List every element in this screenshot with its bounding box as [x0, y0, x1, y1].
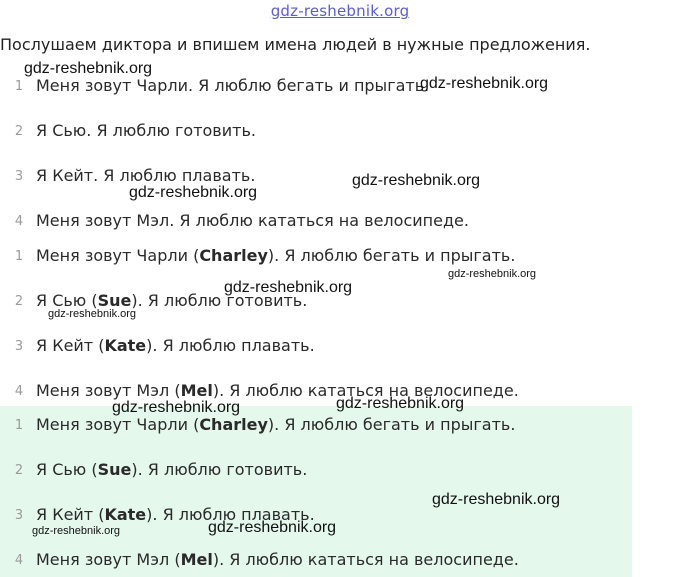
person-name: Sue: [97, 291, 132, 310]
watermark: gdz-reshebnik.org: [48, 308, 137, 320]
person-name: Charley: [199, 246, 268, 265]
person-name: Mel: [180, 550, 213, 569]
item-sentence: Я Кейт (Kate). Я люблю плавать.: [36, 505, 315, 524]
item-number: 3: [14, 508, 24, 523]
item-number: 2: [14, 294, 24, 309]
item-number: 1: [14, 79, 24, 94]
person-name: Kate: [104, 505, 147, 524]
item-number: 1: [14, 418, 24, 433]
item-number: 2: [14, 124, 24, 139]
person-name: Mel: [180, 381, 213, 400]
item-sentence: Я Кейт (Kate). Я люблю плавать.: [36, 336, 315, 355]
person-name: Sue: [97, 460, 132, 479]
watermark: gdz-reshebnik.org: [336, 395, 465, 412]
site-header-link[interactable]: gdz-reshebnik.org: [270, 2, 410, 20]
watermark: gdz-reshebnik.org: [224, 279, 353, 296]
person-name: Kate: [104, 336, 147, 355]
item-sentence: Меня зовут Чарли (Charley). Я люблю бегать и прыгать.: [36, 415, 516, 434]
watermark: gdz-reshebnik.org: [24, 60, 153, 77]
item-number: 4: [14, 553, 24, 568]
item-sentence: Я Сью (Sue). Я люблю готовить.: [36, 291, 308, 310]
watermark: gdz-reshebnik.org: [112, 399, 241, 416]
watermark: gdz-reshebnik.org: [432, 491, 561, 508]
watermark: gdz-reshebnik.org: [208, 519, 337, 536]
item-sentence: Я Кейт. Я люблю плавать.: [36, 166, 256, 185]
item-sentence: Я Сью. Я люблю готовить.: [36, 121, 256, 140]
item-sentence: Меня зовут Мэл (Mel). Я люблю кататься на велосипеде.: [36, 550, 519, 569]
watermark: gdz-reshebnik.org: [420, 75, 549, 92]
task-instruction: Послушаем диктора и впишем имена людей в нужные предложения.: [0, 35, 591, 54]
item-sentence: Меня зовут Мэл (Mel). Я люблю кататься на велосипеде.: [36, 381, 519, 400]
item-number: 2: [14, 463, 24, 478]
watermark: gdz-reshebnik.org: [352, 172, 481, 189]
watermark: gdz-reshebnik.org: [448, 268, 537, 280]
watermark: gdz-reshebnik.org: [129, 184, 258, 201]
watermark: gdz-reshebnik.org: [32, 525, 121, 537]
item-sentence: Я Сью (Sue). Я люблю готовить.: [36, 460, 308, 479]
item-number: 1: [14, 249, 24, 264]
item-number: 4: [14, 214, 24, 229]
item-number: 3: [14, 339, 24, 354]
item-sentence: Меня зовут Чарли. Я люблю бегать и прыгать.: [36, 76, 430, 95]
item-sentence: Меня зовут Чарли (Charley). Я люблю бегать и прыгать.: [36, 246, 516, 265]
item-number: 3: [14, 169, 24, 184]
person-name: Charley: [199, 415, 268, 434]
item-number: 4: [14, 384, 24, 399]
item-sentence: Меня зовут Мэл. Я люблю кататься на велосипеде.: [36, 211, 469, 230]
